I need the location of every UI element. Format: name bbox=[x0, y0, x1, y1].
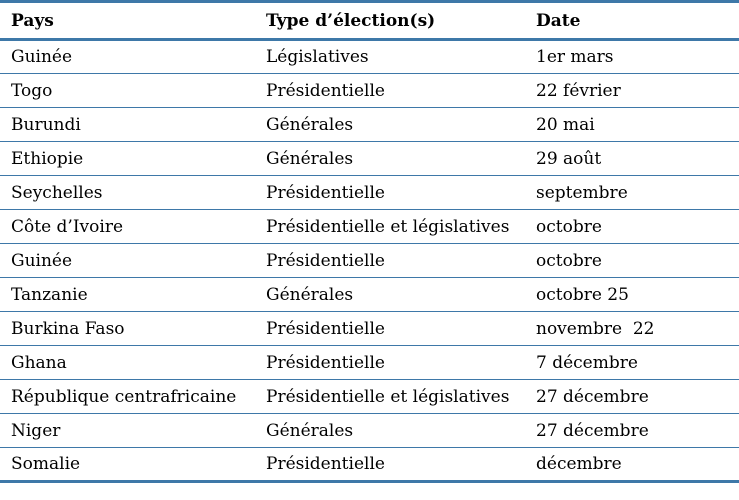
header-date: Date bbox=[536, 10, 581, 31]
country-cell: Niger bbox=[11, 420, 61, 441]
election-type-cell: Présidentielle bbox=[266, 182, 385, 203]
date-cell: novembre 22 bbox=[536, 318, 655, 339]
date-cell: octobre 25 bbox=[536, 284, 629, 305]
date-cell: octobre bbox=[536, 250, 602, 271]
date-cell: 20 mai bbox=[536, 114, 595, 135]
country-cell: Togo bbox=[11, 80, 53, 101]
table-row bbox=[0, 380, 739, 414]
table-row bbox=[0, 108, 739, 142]
date-cell: 1er mars bbox=[536, 47, 614, 67]
date-cell: octobre bbox=[536, 216, 602, 237]
country-cell: Ghana bbox=[11, 352, 67, 373]
table-row bbox=[0, 210, 739, 244]
date-cell: décembre bbox=[536, 454, 622, 474]
date-cell: 29 août bbox=[536, 148, 602, 169]
date-cell: 27 décembre bbox=[536, 420, 649, 441]
election-type-cell: Générales bbox=[266, 284, 354, 305]
country-cell: Somalie bbox=[11, 454, 81, 474]
table-row bbox=[0, 312, 739, 346]
country-cell: Tanzanie bbox=[11, 284, 88, 305]
table-body bbox=[0, 40, 739, 482]
country-cell: Guinée bbox=[11, 250, 73, 271]
table-row bbox=[0, 244, 739, 278]
election-type-cell: Présidentielle bbox=[266, 80, 385, 101]
country-cell: Côte d’Ivoire bbox=[11, 216, 124, 237]
country-cell: Burkina Faso bbox=[11, 318, 125, 339]
election-type-cell: Générales bbox=[266, 114, 354, 135]
date-cell: 27 décembre bbox=[536, 386, 649, 407]
table-header bbox=[0, 2, 739, 40]
election-type-cell: Présidentielle et législatives bbox=[266, 216, 510, 237]
table-row bbox=[0, 176, 739, 210]
country-cell: Burundi bbox=[11, 114, 81, 135]
country-cell: République centrafricaine bbox=[11, 386, 237, 407]
election-type-cell: Générales bbox=[266, 148, 354, 169]
table-row bbox=[0, 414, 739, 448]
country-cell: Guinée bbox=[11, 47, 73, 67]
election-type-cell: Législatives bbox=[266, 47, 369, 67]
table-row bbox=[0, 142, 739, 176]
table-row bbox=[0, 278, 739, 312]
table-row bbox=[0, 74, 739, 108]
election-type-cell: Présidentielle bbox=[266, 454, 385, 474]
date-cell: 7 décembre bbox=[536, 352, 638, 373]
country-cell: Ethiopie bbox=[11, 148, 84, 169]
header-election-type: Type d’élection(s) bbox=[266, 10, 436, 31]
election-type-cell: Présidentielle bbox=[266, 352, 385, 373]
table-row bbox=[0, 40, 739, 74]
election-type-cell: Générales bbox=[266, 420, 354, 441]
header-row bbox=[0, 2, 739, 40]
date-cell: septembre bbox=[536, 182, 628, 203]
header-country: Pays bbox=[11, 10, 54, 31]
table-row bbox=[0, 346, 739, 380]
table-row bbox=[0, 448, 739, 482]
date-cell: 22 février bbox=[536, 80, 621, 101]
election-type-cell: Présidentielle bbox=[266, 318, 385, 339]
election-type-cell: Présidentielle bbox=[266, 250, 385, 271]
election-type-cell: Présidentielle et législatives bbox=[266, 386, 510, 407]
country-cell: Seychelles bbox=[11, 182, 103, 203]
